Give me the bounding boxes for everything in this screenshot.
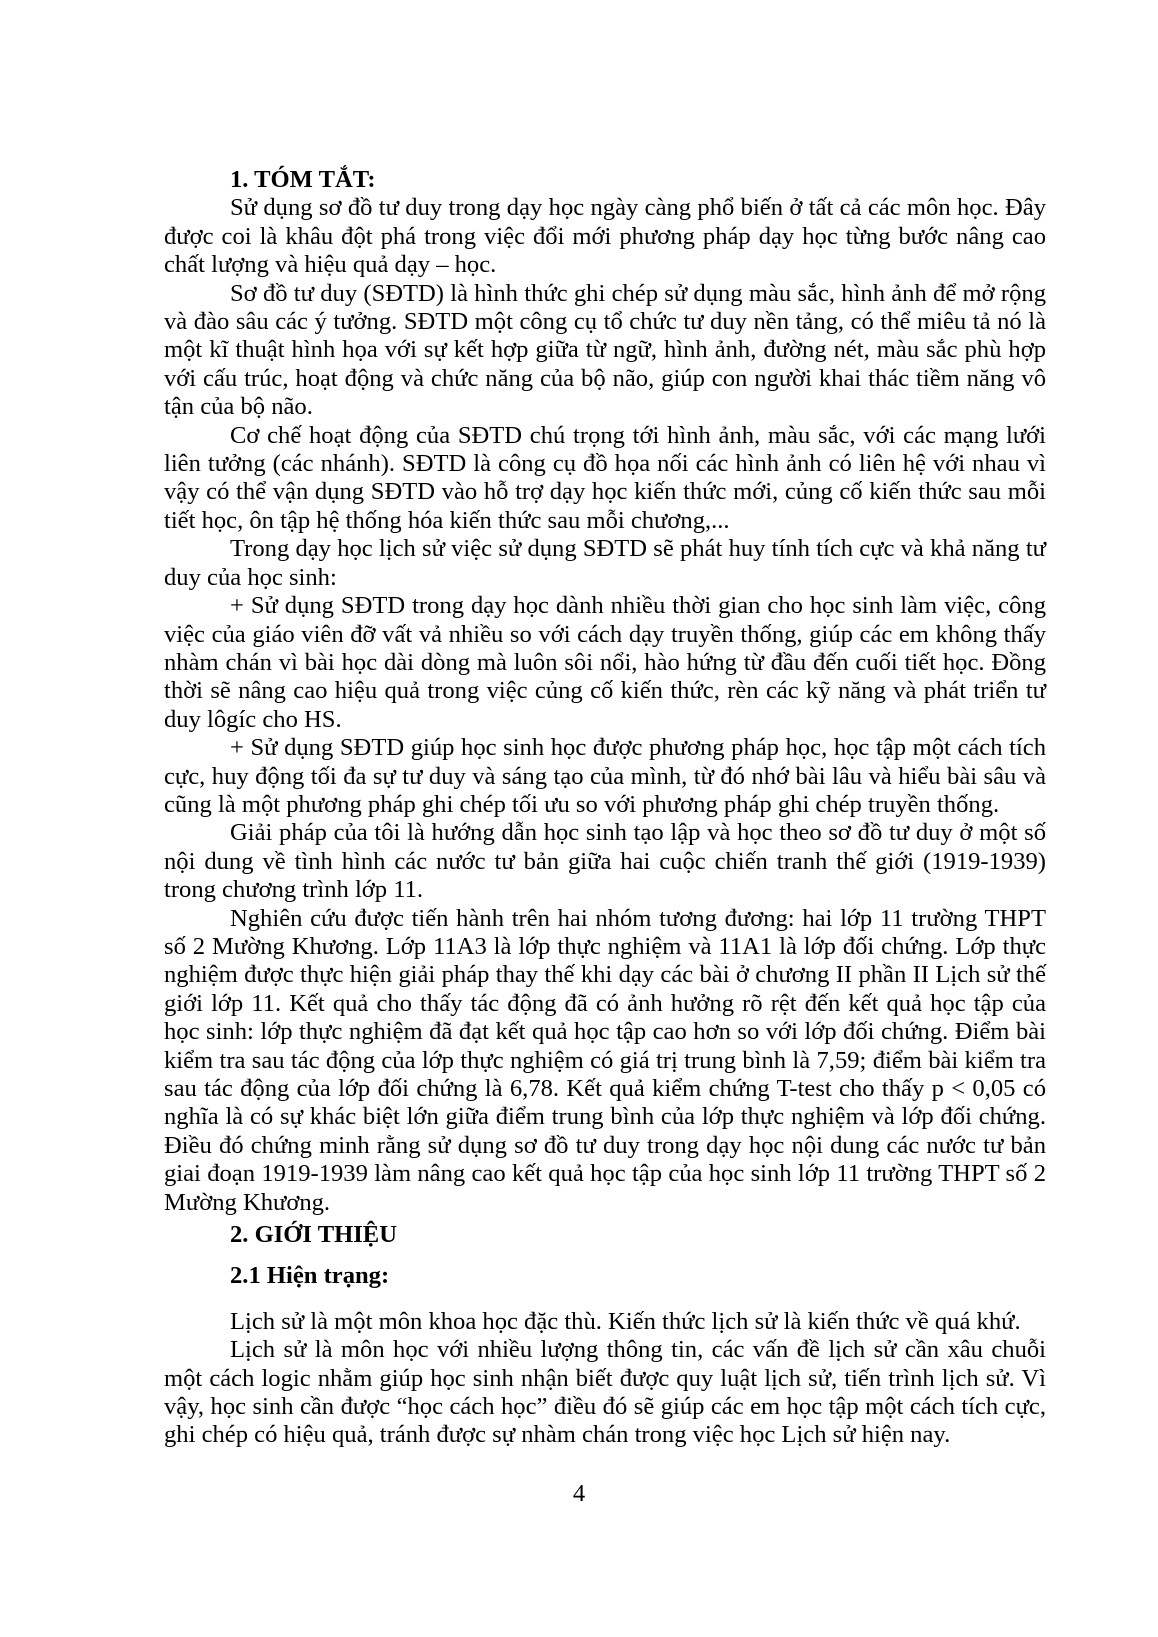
paragraph: Trong dạy học lịch sử việc sử dụng SĐTD sẽ phát huy tính tích cực và khả năng tư duy của học sinh: — [164, 535, 1046, 591]
subsection-heading-current-status: 2.1 Hiện trạng: — [230, 1262, 390, 1290]
bullet-paragraph: + Sử dụng SĐTD trong dạy học dành nhiều thời gian cho học sinh làm việc, công việc của giáo viên đỡ vất vả nhiều so với cách dạy truyền thống, giúp các em không thấy nhàm chán vì bài học dài dòng mà luôn sôi nổi, hào hứng từ đầu đến cuối tiết học. Đồng thời sẽ nâng cao hiệu quả trong việc củng cố kiến thức, rèn các kỹ năng và phát triển tư duy lôgíc cho HS. — [164, 592, 1046, 733]
paragraph: Cơ chế hoạt động của SĐTD chú trọng tới hình ảnh, màu sắc, với các mạng lưới liên tưởng (các nhánh). SĐTD là công cụ đồ họa nối các hình ảnh có liên hệ với nhau vì vậy có thể vận dụng SĐTD vào hỗ trợ dạy học kiến thức mới, củng cố kiến thức sau mỗi tiết học, ôn tập hệ thống hóa kiến thức sau mỗi chương,... — [164, 421, 1046, 534]
paragraph: Lịch sử là một môn khoa học đặc thù. Kiến thức lịch sử là kiến thức về quá khứ. — [230, 1307, 1021, 1335]
page-content — [164, 166, 1046, 1450]
paragraph: Sơ đồ tư duy (SĐTD) là hình thức ghi chép sử dụng màu sắc, hình ảnh để mở rộng và đào sâu các ý tưởng. SĐTD một công cụ tổ chức tư duy nền tảng, có thể miêu tả nó là một kĩ thuật hình họa với sự kết hợp giữa từ ngữ, hình ảnh, đường nét, màu sắc phù hợp với cấu trúc, hoạt động và chức năng của bộ não, giúp con người khai thác tiềm năng vô tận của bộ não. — [164, 279, 1046, 421]
section-heading-summary: 1. TÓM TẮT: — [230, 166, 376, 193]
paragraph: Giải pháp của tôi là hướng dẫn học sinh tạo lập và học theo sơ đồ tư duy ở một số nội dung về tình hình các nước tư bản giữa hai cuộc chiến tranh thế giới (1919-1939) trong chương trình lớp 11. — [164, 819, 1046, 904]
page-number: 4 — [572, 1480, 586, 1507]
section-heading-introduction: 2. GIỚI THIỆU — [230, 1221, 397, 1249]
bullet-paragraph: + Sử dụng SĐTD giúp học sinh học được phương pháp học, học tập một cách tích cực, huy động tối đa sự tư duy và sáng tạo của mình, từ đó nhớ bài lâu và hiểu bài sâu và cũng là một phương pháp ghi chép tối ưu so với phương pháp ghi chép truyền thống. — [164, 734, 1046, 818]
paragraph: Nghiên cứu được tiến hành trên hai nhóm tương đương: hai lớp 11 trường THPT số 2 Mường Khương. Lớp 11A3 là lớp thực nghiệm và 11A1 là lớp đối chứng. Lớp thực nghiệm được thực hiện giải pháp thay thế khi dạy các bài ở chương II phần II Lịch sử thế giới lớp 11. Kết quả cho thấy tác động đã có ảnh hưởng rõ rệt đến kết quả học tập của học sinh: lớp thực nghiệm đã đạt kết quả học tập cao hơn so với lớp đối chứng. Điểm bài kiểm tra sau tác động của lớp thực nghiệm có giá trị trung bình là 7,59; điểm bài kiểm tra sau tác động của lớp đối chứng là 6,78. Kết quả kiểm chứng T-test cho thấy p < 0,05 có nghĩa là có sự khác biệt lớn giữa điểm trung bình của lớp thực nghiệm và lớp đối chứng. Điều đó chứng minh rằng sử dụng sơ đồ tư duy trong dạy học nội dung các nước tư bản giai đoạn 1919-1939 làm nâng cao kết quả học tập của học sinh lớp 11 trường THPT số 2 Mường Khương. — [164, 904, 1046, 1216]
paragraph: Lịch sử là môn học với nhiều lượng thông tin, các vấn đề lịch sử cần xâu chuỗi một cách logic nhằm giúp học sinh nhận biết được quy luật lịch sử, tiến trình lịch sử. Vì vậy, học sinh cần được “học cách học” điều đó sẽ giúp các em học tập một cách tích cực, ghi chép có hiệu quả, tránh được sự nhàm chán trong việc học Lịch sử hiện nay. — [164, 1336, 1046, 1449]
paragraph: Sử dụng sơ đồ tư duy trong dạy học ngày càng phổ biến ở tất cả các môn học. Đây được coi là khâu đột phá trong việc đổi mới phương pháp dạy học từng bước nâng cao chất lượng và hiệu quả dạy – học. — [164, 194, 1046, 279]
